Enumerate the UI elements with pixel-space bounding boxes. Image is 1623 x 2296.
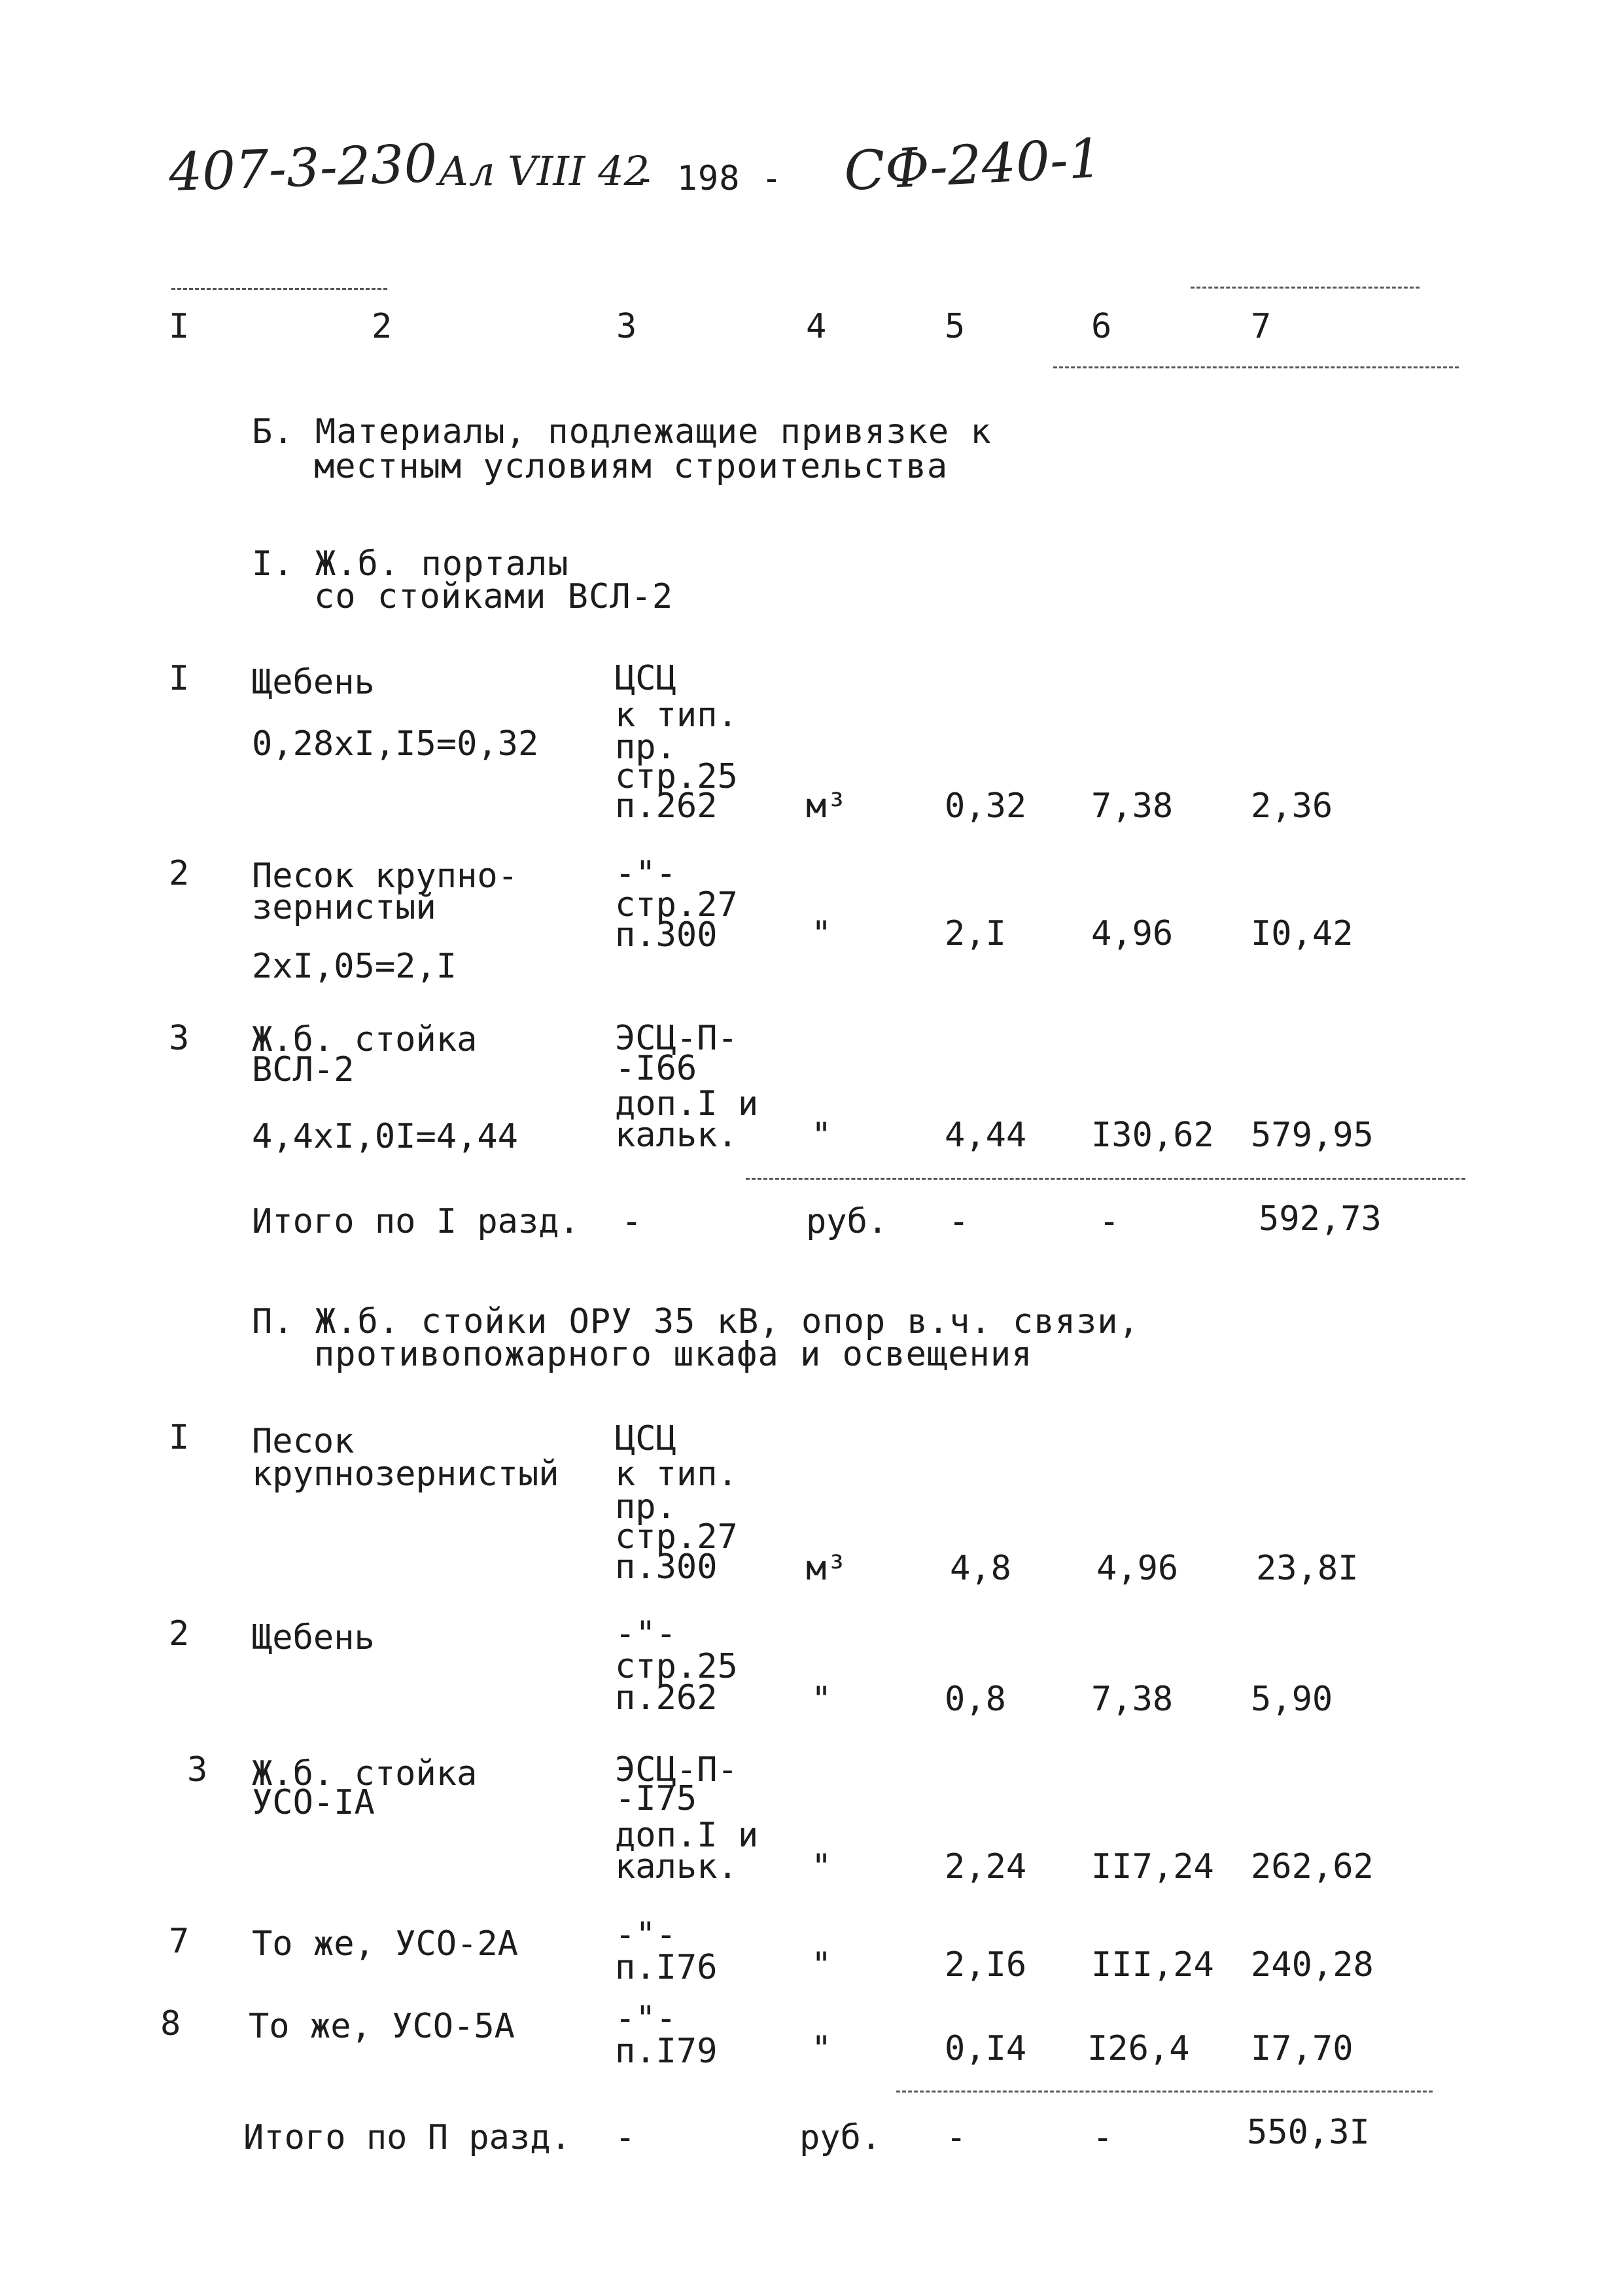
- row-qty: 2,I6: [945, 1945, 1027, 1985]
- row-source: п.300: [615, 1547, 718, 1587]
- row-total: I0,42: [1251, 914, 1353, 953]
- row-price: 7,38: [1091, 1680, 1174, 1719]
- row-total: 2,36: [1251, 786, 1333, 826]
- section-2-total-rule: [896, 2091, 1433, 2093]
- row-qty: 0,I4: [945, 2029, 1027, 2068]
- row-price: 4,96: [1096, 1549, 1179, 1588]
- row-number: I: [169, 1418, 190, 1457]
- row-price: 4,96: [1091, 914, 1174, 953]
- total-value: 592,73: [1259, 1199, 1382, 1239]
- row-name: Песок: [252, 1422, 355, 1461]
- row-price: 7,38: [1091, 786, 1174, 826]
- row-qty: 0,32: [945, 786, 1027, 826]
- row-total: 5,90: [1251, 1680, 1333, 1719]
- row-name: зернистый: [252, 888, 436, 927]
- row-source: стр.25: [615, 1647, 738, 1686]
- row-unit: ": [811, 1945, 832, 1985]
- total-label: Итого по П разд.: [243, 2118, 571, 2157]
- col-header-1: I: [169, 307, 190, 346]
- row-formula: 4,4хI,0I=4,44: [252, 1117, 518, 1156]
- row-name: Ж.б. стойка: [252, 1754, 478, 1793]
- album-number: Ал VIII 42: [438, 147, 650, 195]
- total-qty: -: [946, 2118, 967, 2157]
- row-price: I30,62: [1091, 1116, 1214, 1155]
- col-header-5: 5: [945, 307, 966, 346]
- row-formula: 0,28хI,I5=0,32: [252, 724, 539, 764]
- row-price: II7,24: [1091, 1847, 1214, 1886]
- row-unit: м³: [806, 786, 847, 826]
- row-qty: 0,8: [945, 1680, 1006, 1719]
- row-source: -I75: [615, 1779, 697, 1818]
- row-source: -"-: [615, 1614, 676, 1653]
- header-bottom-rule: [1053, 366, 1459, 368]
- row-unit: ": [811, 1680, 832, 1719]
- row-price: III,24: [1091, 1945, 1214, 1985]
- col-header-4: 4: [806, 307, 827, 346]
- row-total: 240,28: [1251, 1945, 1374, 1985]
- total-source: -: [615, 2118, 636, 2157]
- row-qty: 2,I: [945, 914, 1006, 953]
- row-source: кальк.: [615, 1847, 738, 1886]
- row-source: -"-: [615, 1999, 676, 2038]
- total-unit: руб.: [799, 2118, 882, 2157]
- row-total: 23,8I: [1256, 1549, 1359, 1588]
- row-price: I26,4: [1087, 2029, 1190, 2068]
- row-number: 3: [187, 1750, 208, 1790]
- row-source: п.I76: [615, 1948, 718, 1987]
- row-source: -"-: [615, 1915, 676, 1954]
- row-name: То же, УСО-2А: [252, 1924, 518, 1964]
- document-code: СФ-240-1: [842, 127, 1104, 203]
- total-unit: руб.: [806, 1202, 888, 1241]
- total-qty: -: [949, 1202, 969, 1241]
- row-name: ВСЛ-2: [252, 1050, 355, 1089]
- row-source: ЭСЦ-П-: [615, 1750, 738, 1790]
- row-unit: ": [811, 914, 832, 953]
- row-name: крупнозернистый: [252, 1455, 559, 1494]
- row-name: Щебень: [252, 1618, 375, 1657]
- row-source: пр.: [615, 1487, 676, 1527]
- project-code: 407-3-230: [167, 132, 438, 203]
- row-number: 3: [169, 1019, 190, 1058]
- row-qty: 4,8: [950, 1549, 1011, 1588]
- section-1-title-2: со стойками ВСЛ-2: [314, 577, 674, 616]
- row-number: 7: [169, 1922, 190, 1961]
- total-price: -: [1092, 2118, 1113, 2157]
- section-1-title-1: I. Ж.б. порталы: [252, 544, 569, 584]
- row-source: стр.25: [615, 757, 738, 796]
- col-header-3: 3: [616, 307, 637, 346]
- row-formula: 2хI,05=2,I: [252, 947, 457, 986]
- row-source: п.300: [615, 915, 718, 955]
- row-source: стр.27: [615, 1517, 738, 1557]
- header-top-rule-right: [1191, 287, 1420, 289]
- section-1-total-rule: [746, 1178, 1465, 1180]
- row-source: к тип.: [615, 1455, 738, 1494]
- section-2-title-2: противопожарного шкафа и освещения: [314, 1335, 1033, 1374]
- row-name: То же, УСО-5А: [249, 2007, 515, 2046]
- row-name: Ж.б. стойка: [252, 1020, 478, 1059]
- row-total: 262,62: [1251, 1847, 1374, 1886]
- row-number: I: [169, 659, 190, 698]
- header-top-rule: [171, 288, 387, 290]
- row-qty: 4,44: [945, 1116, 1027, 1155]
- row-source: к тип.: [615, 696, 738, 735]
- row-source: п.262: [615, 1678, 718, 1718]
- col-header-7: 7: [1251, 307, 1272, 346]
- row-source: ЦСЦ: [615, 1419, 676, 1458]
- row-name: Щебень: [252, 663, 375, 702]
- section-2-title-1: П. Ж.б. стойки ОРУ 35 кВ, опор в.ч. связи,: [252, 1302, 1140, 1341]
- row-unit: ": [811, 2029, 832, 2068]
- row-number: 2: [169, 1614, 190, 1653]
- row-source: -"-: [615, 854, 676, 893]
- row-source: ЦСЦ: [615, 659, 676, 698]
- page-number: - 198 -: [635, 159, 783, 198]
- row-source: доп.I и: [615, 1816, 759, 1855]
- row-unit: ": [811, 1116, 832, 1155]
- row-number: 2: [169, 854, 190, 893]
- section-b-title-2: местным условиям строительства: [314, 447, 949, 486]
- row-unit: м³: [806, 1549, 847, 1588]
- row-total: 579,95: [1251, 1116, 1374, 1155]
- row-source: п.262: [615, 786, 718, 826]
- row-source: доп.I и: [615, 1084, 759, 1123]
- total-price: -: [1099, 1202, 1120, 1241]
- row-source: стр.27: [615, 885, 738, 925]
- row-source: п.I79: [615, 2032, 718, 2071]
- row-source: -I66: [615, 1049, 697, 1088]
- row-total: I7,70: [1251, 2029, 1353, 2068]
- col-header-2: 2: [372, 307, 393, 346]
- row-number: 8: [160, 2004, 181, 2043]
- row-name: Песок крупно-: [252, 857, 518, 896]
- col-header-6: 6: [1091, 307, 1112, 346]
- row-source: пр.: [615, 728, 676, 767]
- row-qty: 2,24: [945, 1847, 1027, 1886]
- total-label: Итого по I разд.: [252, 1202, 580, 1241]
- row-source: кальк.: [615, 1116, 738, 1155]
- row-unit: ": [811, 1847, 832, 1886]
- total-value: 550,3I: [1247, 2113, 1370, 2152]
- row-source: ЭСЦ-П-: [615, 1019, 738, 1058]
- section-b-title-1: Б. Материалы, подлежащие привязке к: [252, 412, 992, 451]
- row-name: УСО-IA: [252, 1783, 375, 1822]
- total-source: -: [621, 1202, 642, 1241]
